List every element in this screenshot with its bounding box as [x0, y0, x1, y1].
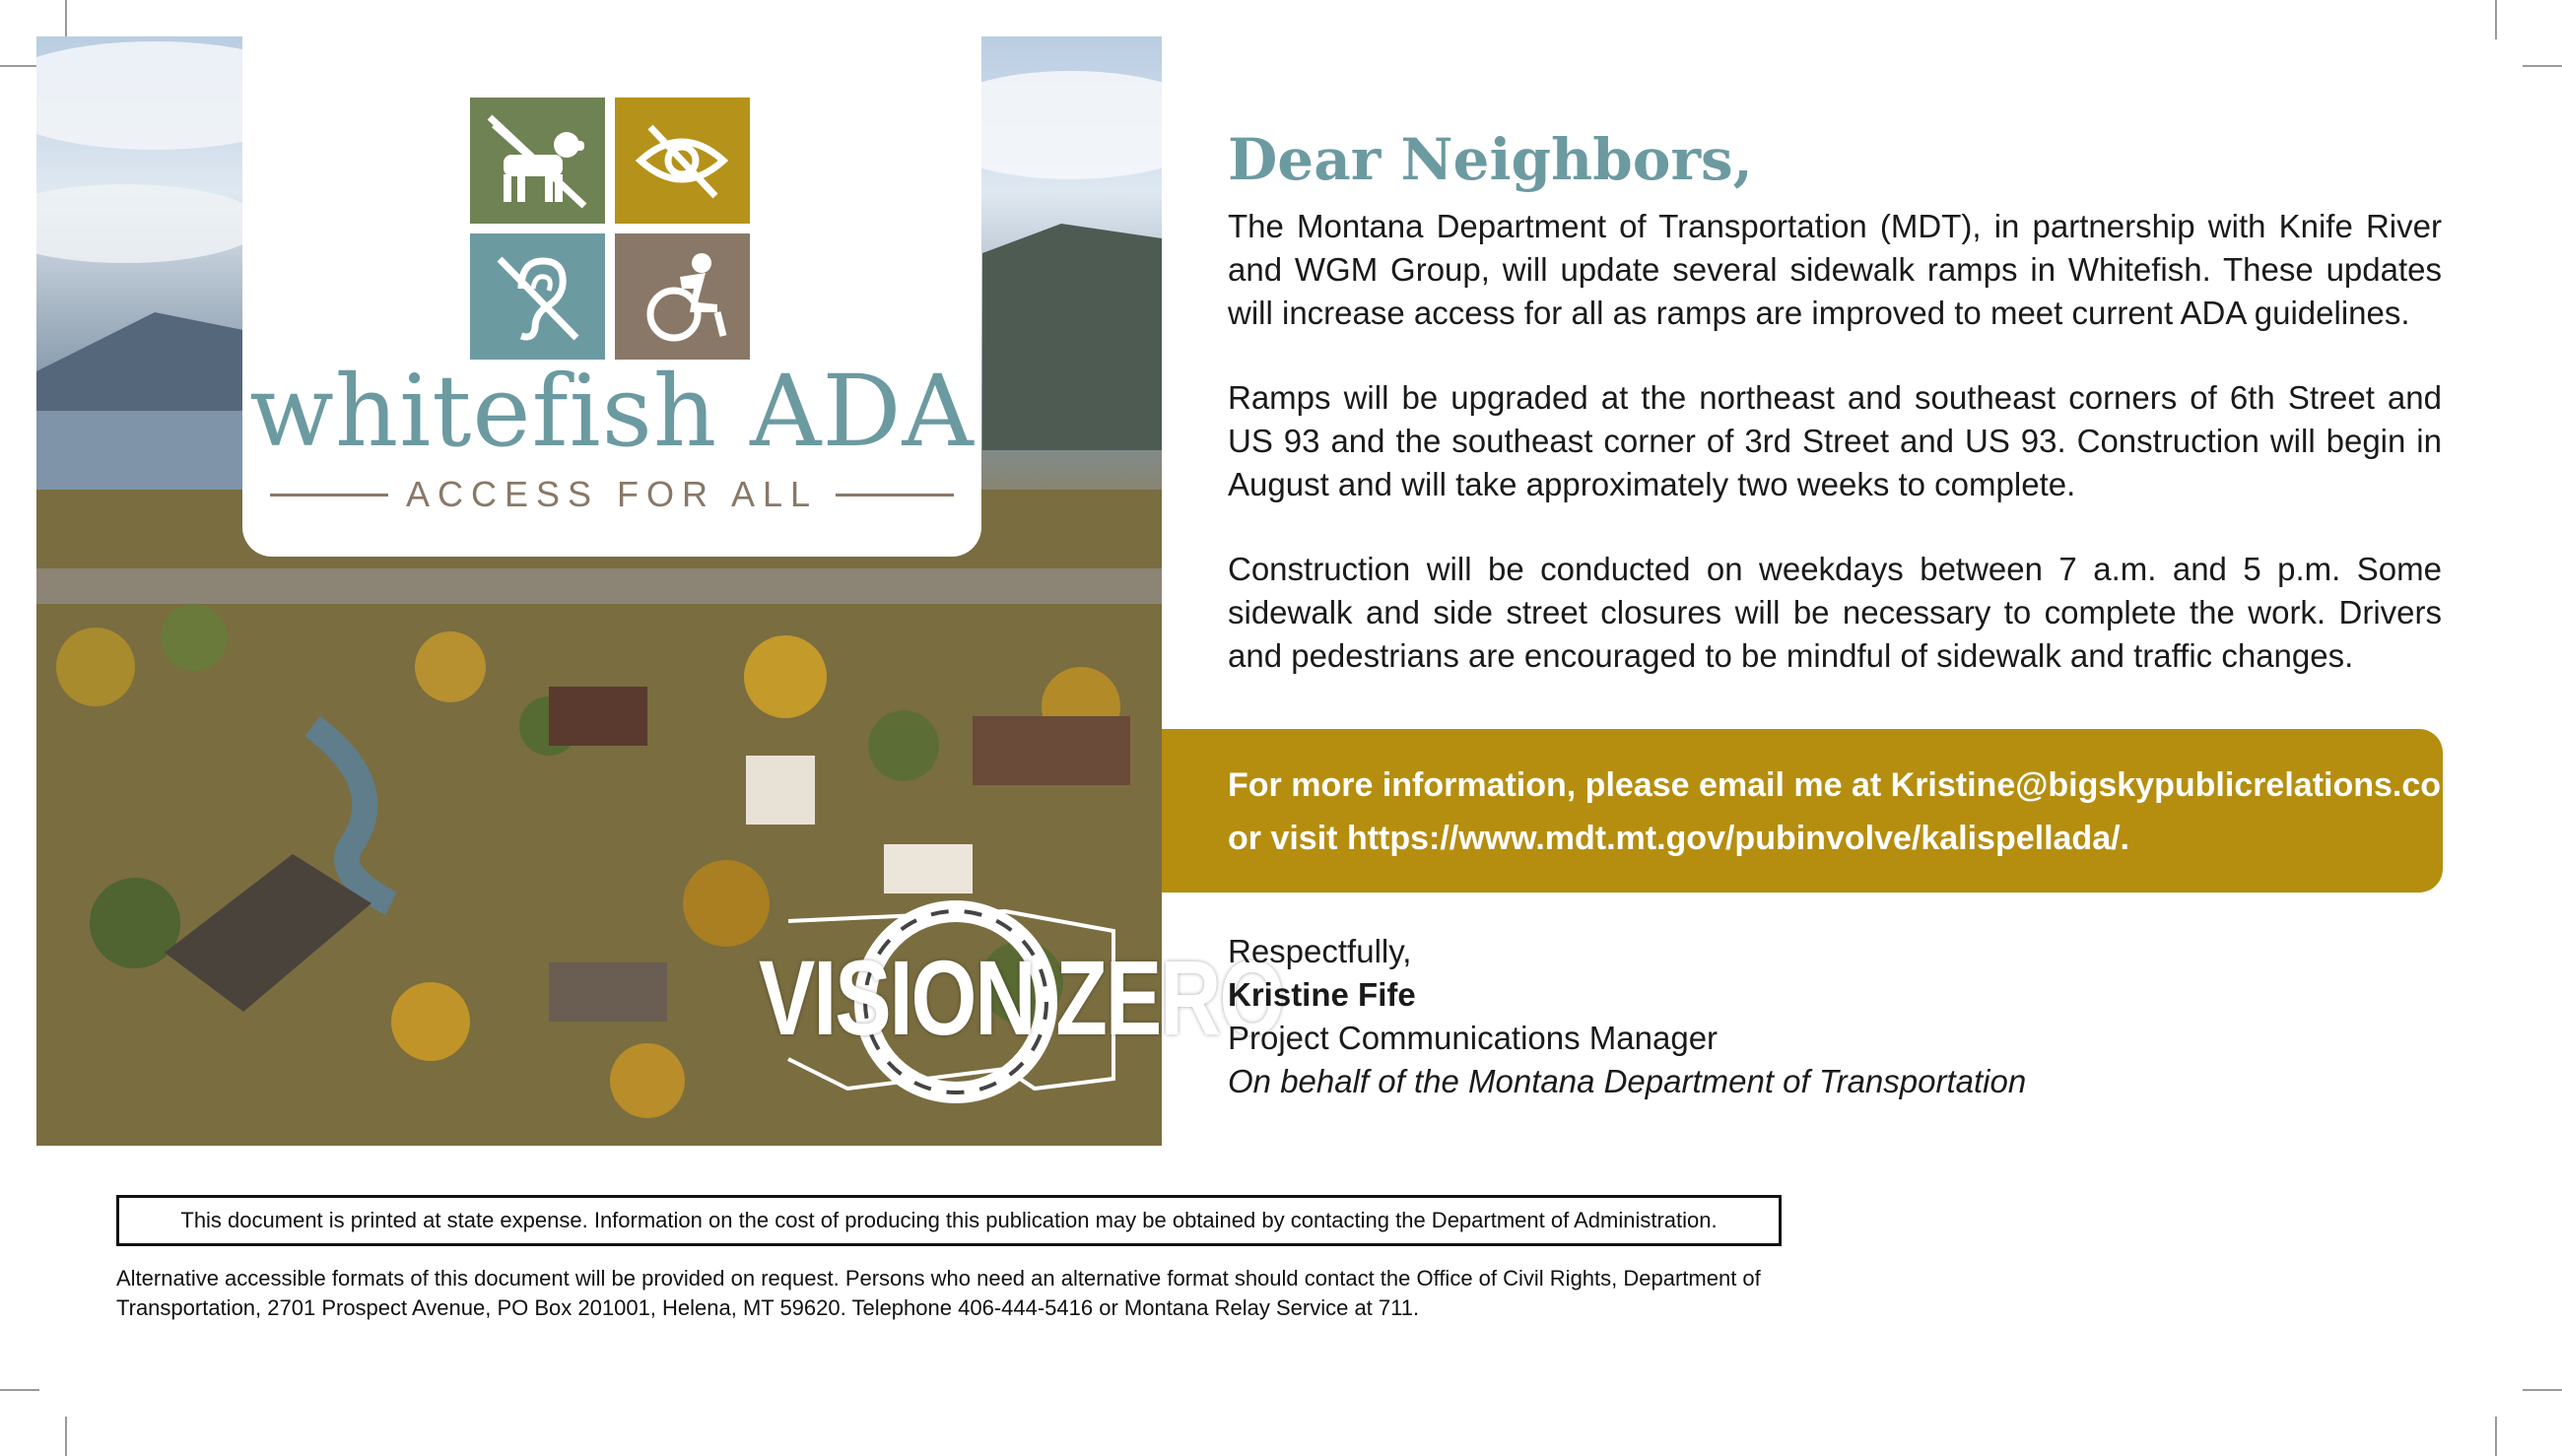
logo-wordmark: whitefish ADA — [249, 354, 975, 469]
tagline-rule-left — [270, 494, 388, 496]
logo-tagline — [242, 470, 981, 519]
valediction: Respectfully, — [1228, 933, 1412, 969]
whitefish-ada-logo — [242, 36, 981, 557]
crop-mark — [2523, 65, 2562, 67]
signer-name: Kristine Fife — [1228, 976, 1416, 1013]
service-dog-icon — [470, 98, 605, 224]
salutation: Dear Neighbors, — [1228, 126, 1753, 193]
wheelchair-icon — [615, 233, 750, 360]
crop-mark — [65, 1417, 67, 1456]
hearing-impaired-icon — [470, 233, 605, 360]
vision-zero-text: VISION ZERO — [759, 939, 1284, 1058]
info-banner — [1162, 729, 2471, 893]
crop-mark — [0, 1389, 39, 1391]
crop-mark — [2523, 1389, 2562, 1391]
info-line1-prefix: For more information, please email me at — [1228, 766, 1891, 804]
accessibility-notice: Alternative accessible formats of this document will be provided on request. Persons who need an alternative format should contact the Office of Civil Rights, Department of Transportation, 2701 Prospect Avenue, PO Box 201001, Helena, MT 59620. Telephone 406-444-5416 or Montana Relay Service at 711. — [116, 1266, 1761, 1320]
signer-organization: On behalf of the Montana Department of Transportation — [1228, 1063, 2027, 1099]
contact-email-link[interactable]: Kristine@bigskypublicrelations.com — [1890, 766, 2471, 804]
tagline-text: ACCESS FOR ALL — [405, 474, 819, 514]
logo-icon-grid — [470, 98, 754, 362]
info-line2-prefix: or visit — [1228, 820, 1347, 857]
crop-mark — [2495, 0, 2497, 39]
crop-mark — [65, 0, 67, 39]
project-url-link[interactable]: https://www.mdt.mt.gov/pubinvolve/kalispellada/. — [1346, 820, 2130, 857]
tagline-rule-right — [836, 494, 954, 496]
state-expense-notice: This document is printed at state expense. Information on the cost of producing this publication may be obtained by contacting the Department of Administration. — [116, 1195, 1782, 1246]
info-text — [1228, 759, 2470, 865]
signer-title: Project Communications Manager — [1228, 1020, 1719, 1056]
paragraph-intro: The Montana Department of Transportation (MDT), in partnership with Knife River and WGM Group, will update several sidewalk ramps in Whitefish. These updates will increase access for all as ramps are improved to meet current ADA guidelines. — [1228, 208, 2442, 331]
paragraph-ramps: Ramps will be upgraded at the northeast and southeast corners of 6th Street and US 93 and the southeast corner of 3rd Street and US 93. Construction will begin in August and will take approximately two weeks to complete. — [1228, 379, 2442, 502]
vision-zero-badge — [759, 892, 1284, 1108]
paragraph-schedule: Construction will be conducted on weekdays between 7 a.m. and 5 p.m. Some sidewalk and side street closures will be necessary to complete the work. Drivers and pedestrians are encouraged to be mindful of sidewalk and traffic changes. — [1228, 551, 2442, 674]
crop-mark — [0, 65, 39, 67]
vision-impaired-icon — [615, 98, 750, 224]
crop-mark — [2495, 1417, 2497, 1456]
signature-block — [1228, 930, 2026, 1103]
